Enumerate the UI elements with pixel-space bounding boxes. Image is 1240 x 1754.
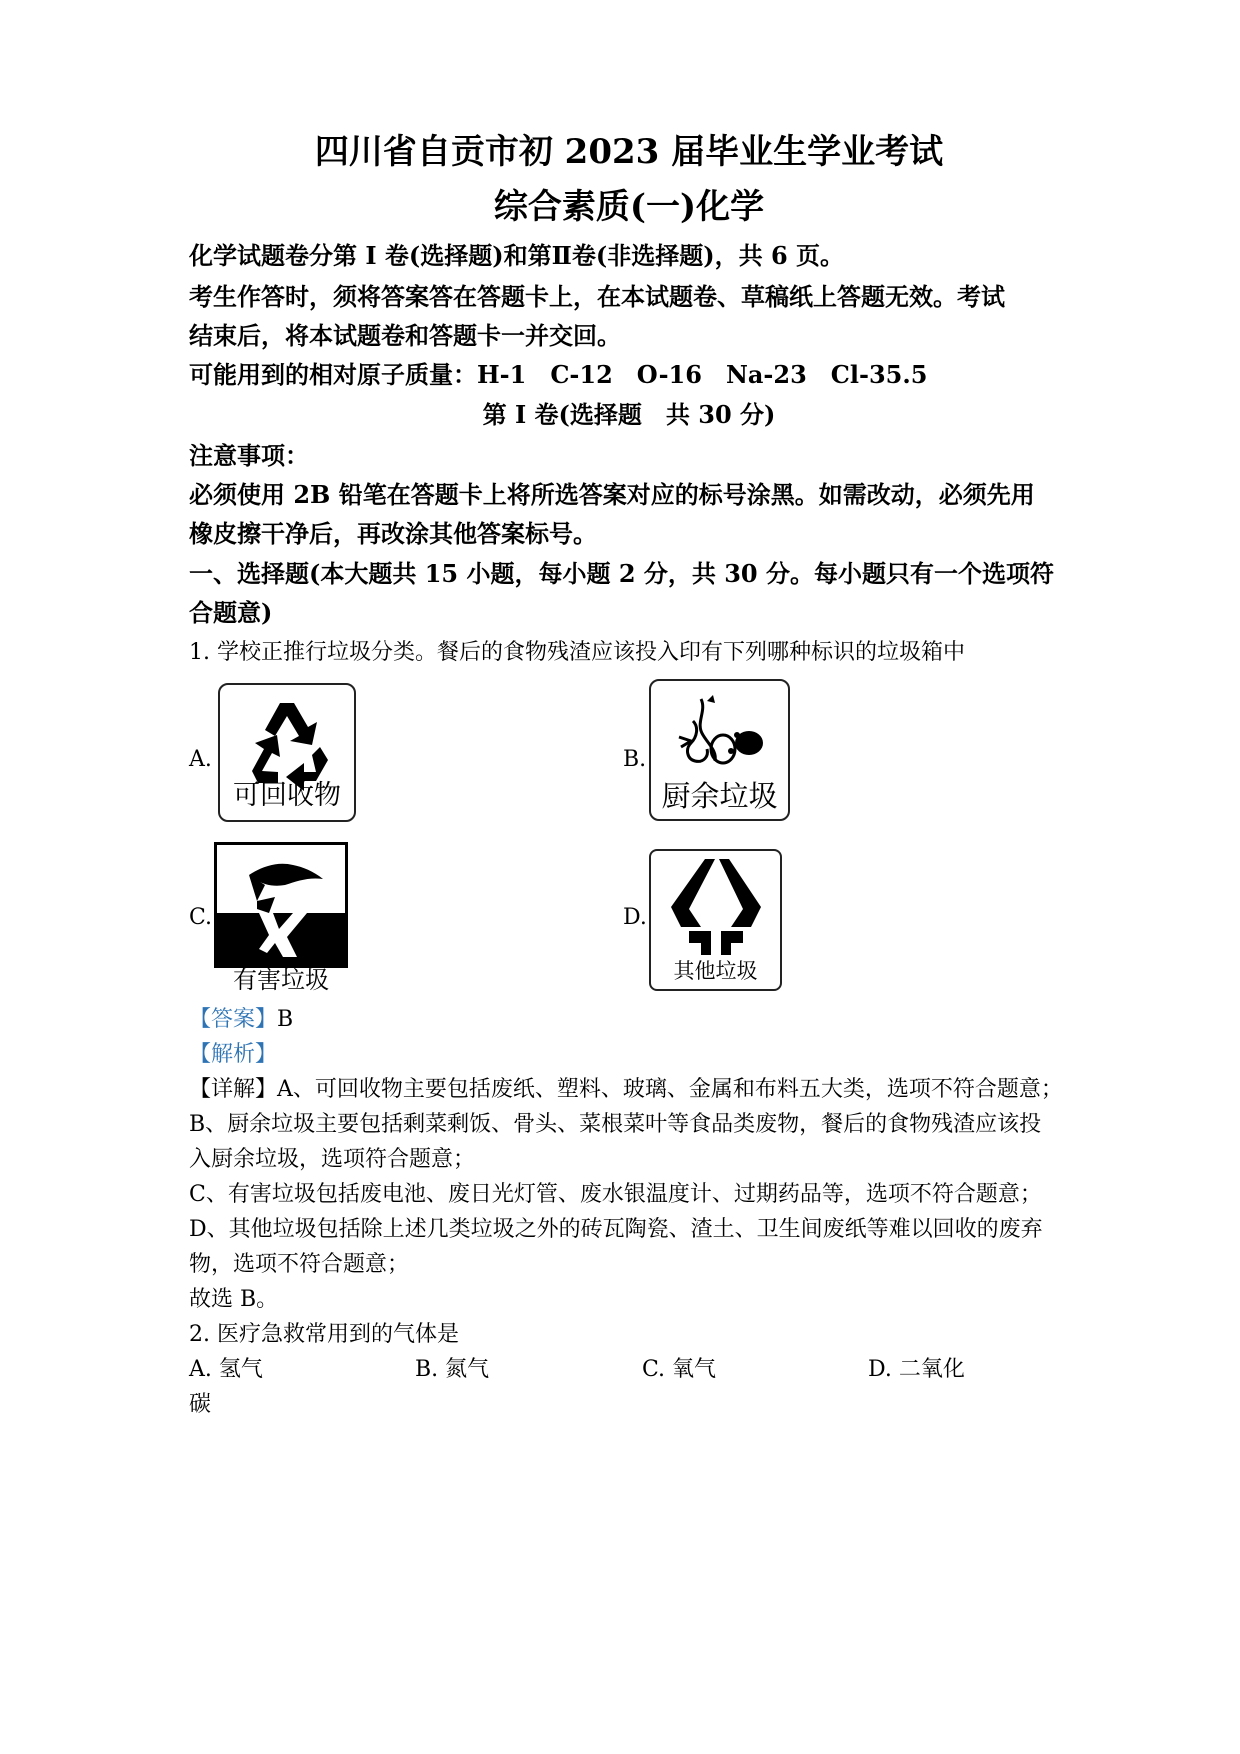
page-title: 四川省自贡市初 2023 届毕业生学业考试: [314, 132, 944, 172]
part-heading: 一、选择题(本大题共 15 小题，每小题 2 分，共 30 分。每小题只有一个选项符: [189, 559, 1054, 588]
detail-line: 物，选项不符合题意；: [189, 1252, 410, 1277]
notice-line: 橡皮擦干净后，再改涂其他答案标号。: [189, 519, 597, 548]
q2-option-b: B. 氮气: [415, 1357, 490, 1382]
food-waste-sign: [649, 679, 790, 821]
hazardous-sign: [214, 842, 348, 968]
analysis-tag: 【解析】: [189, 1042, 278, 1067]
detail-line: 故选 B。: [189, 1287, 279, 1312]
q2-option-a: A. 氢气: [189, 1357, 263, 1382]
detail-line: C、有害垃圾包括废电池、废日光灯管、废水银温度计、过期药品等，选项不符合题意；: [189, 1182, 1042, 1207]
option-a-label: A.: [189, 747, 212, 772]
answer-tag: 【答案】: [189, 1007, 278, 1032]
question-2-stem: 2. 医疗急救常用到的气体是: [189, 1322, 459, 1347]
detail-line: 【详解】A、可回收物主要包括废纸、塑料、玻璃、金属和布料五大类，选项不符合题意；: [189, 1077, 1063, 1102]
part-heading: 合题意): [189, 598, 273, 627]
notice-heading: 注意事项：: [189, 441, 309, 470]
q2-option-c: C. 氧气: [642, 1357, 717, 1382]
option-d-label: D.: [623, 905, 647, 930]
detail-line: D、其他垃圾包括除上述几类垃圾之外的砖瓦陶瓷、渣土、卫生间废纸等难以回收的废弃: [189, 1217, 1043, 1242]
option-b-label: B.: [623, 747, 647, 772]
sign-text: 厨余垃圾: [661, 779, 778, 813]
hazardous-icon: [217, 845, 345, 965]
option-c-label: C.: [189, 905, 213, 930]
notice-line: 必须使用 2B 铅笔在答题卡上将所选答案对应的标号涂黑。如需改动，必须先用: [189, 480, 1035, 509]
sign-text: 有害垃圾: [233, 966, 329, 994]
other-waste-sign: [649, 849, 782, 991]
detail-line: B、厨余垃圾主要包括剩菜剩饭、骨头、菜根菜叶等食品类废物，餐后的食物残渣应该投: [189, 1112, 1042, 1137]
q2-option-d: D. 二氧化: [868, 1357, 965, 1382]
page-subtitle: 综合素质(一)化学: [493, 187, 765, 227]
atomic-mass-line: 可能用到的相对原子质量：H-1 C-12 O-16 Na-23 Cl-35.5: [189, 360, 928, 389]
sign-text: 可回收物: [233, 780, 341, 811]
answer-value: B: [277, 1007, 294, 1032]
recyclable-sign: [218, 683, 356, 822]
answer-line: [189, 1005, 293, 1035]
section-title: 第 I 卷(选择题 共 30 分): [482, 400, 776, 429]
instruction-line: 考生作答时，须将答案答在答题卡上，在本试题卷、草稿纸上答题无效。考试: [189, 282, 1005, 311]
instruction-line: 化学试题卷分第 I 卷(选择题)和第Ⅱ卷(非选择题)，共 6 页。: [189, 241, 844, 270]
detail-line: 入厨余垃圾，选项符合题意；: [189, 1147, 476, 1172]
sign-text: 其他垃圾: [673, 959, 758, 983]
q2-option-d-wrap: 碳: [189, 1392, 212, 1417]
instruction-line: 结束后，将本试题卷和答题卡一并交回。: [189, 321, 621, 350]
question-1-stem: 1. 学校正推行垃圾分类。餐后的食物残渣应该投入印有下列哪种标识的垃圾箱中: [189, 640, 965, 665]
